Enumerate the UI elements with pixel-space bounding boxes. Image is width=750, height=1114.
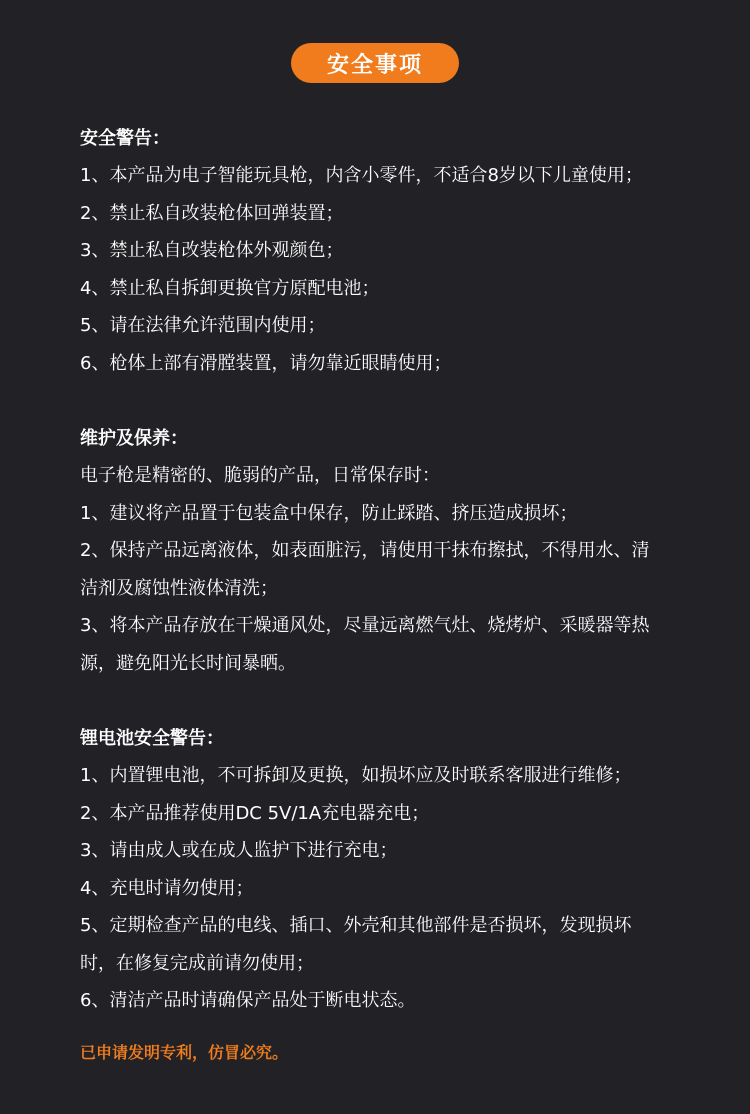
text-line: 6、枪体上部有滑膛装置，请勿靠近眼睛使用； xyxy=(80,352,452,374)
page-title: 安全事项 xyxy=(291,43,459,83)
text-line: 6、清洁产品时请确保产品处于断电状态。 xyxy=(80,990,416,1011)
text-line: 1、本产品为电子智能玩具枪，内含小零件，不适合8岁以下儿童使用； xyxy=(80,165,643,186)
text-line: 源，避免阳光长时间暴晒。 xyxy=(80,652,296,674)
section-heading: 维护及保养： xyxy=(80,428,188,449)
section-maintenance xyxy=(80,420,680,682)
section-heading: 安全警告： xyxy=(80,128,170,149)
spacer xyxy=(80,382,680,420)
text-line: 5、请在法律允许范围内使用； xyxy=(80,315,326,336)
spacer xyxy=(80,682,680,720)
section-heading: 锂电池安全警告： xyxy=(80,728,224,749)
text-line: 3、禁止私自改装枪体外观颜色； xyxy=(80,240,344,261)
text-line: 1、内置锂电池，不可拆卸及更换，如损坏应及时联系客服进行维修； xyxy=(80,765,632,786)
text-line: 电子枪是精密的、脆弱的产品，日常保存时： xyxy=(80,465,440,486)
text-line: 3、将本产品存放在干燥通风处，尽量远离燃气灶、烧烤炉、采暖器等热 xyxy=(80,615,650,636)
text-line: 2、保持产品远离液体，如表面脏污，请使用干抹布擦拭，不得用水、清 xyxy=(80,540,650,561)
text-line: 2、本产品推荐使用DC 5V/1A充电器充电； xyxy=(80,802,430,824)
section-safety-warning xyxy=(80,120,680,382)
text-line: 2、禁止私自改装枪体回弹装置； xyxy=(80,202,344,224)
text-line: 5、定期检查产品的电线、插口、外壳和其他部件是否损坏，发现损坏 xyxy=(80,915,632,936)
section-battery-warning xyxy=(80,720,680,1020)
text-line: 洁剂及腐蚀性液体清洗； xyxy=(80,577,278,599)
patent-notice: 已申请发明专利，仿冒必究。 xyxy=(80,1043,289,1062)
text-line: 4、充电时请勿使用； xyxy=(80,877,254,899)
text-line: 3、请由成人或在成人监护下进行充电； xyxy=(80,840,398,861)
text-line: 时，在修复完成前请勿使用； xyxy=(80,952,314,974)
text-line: 4、禁止私自拆卸更换官方原配电池； xyxy=(80,277,380,299)
text-line: 1、建议将产品置于包装盒中保存，防止踩踏、挤压造成损坏； xyxy=(80,502,578,524)
content xyxy=(80,120,680,1020)
